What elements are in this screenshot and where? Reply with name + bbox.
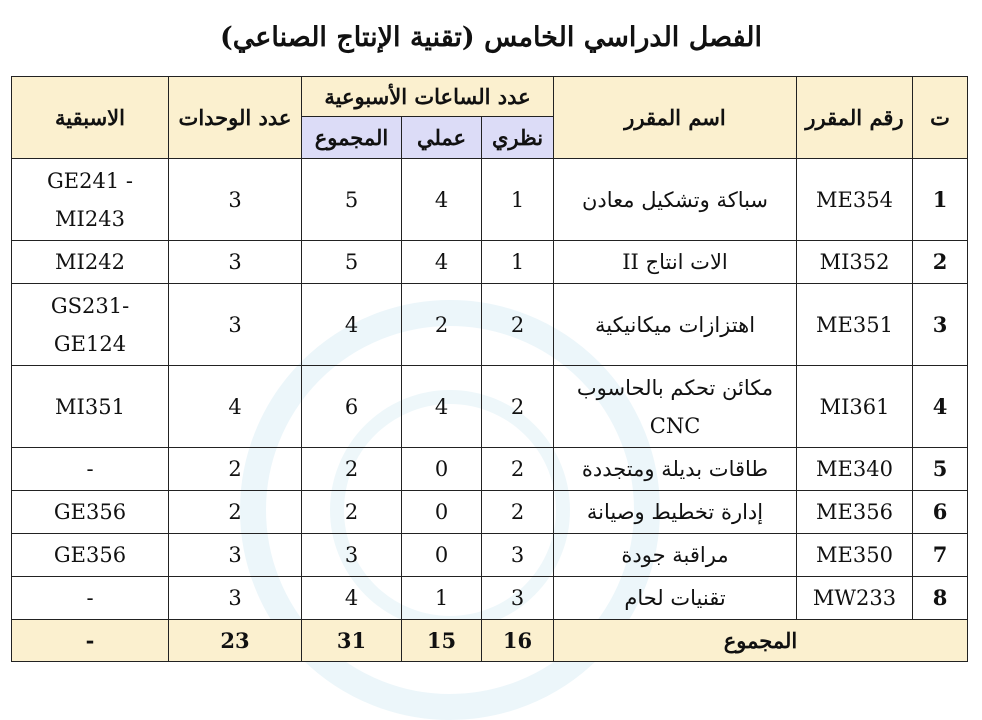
table-row [12,534,968,577]
footer-label: المجموع [554,620,968,662]
table-row [12,448,968,491]
cell-name: تقنيات لحام [554,577,797,620]
cell-practical: 0 [402,448,482,491]
cell-practical: 0 [402,534,482,577]
cell-seq: 2 [913,241,968,284]
cell-seq: 7 [913,534,968,577]
cell-code: MW233 [797,577,913,620]
cell-theory: 2 [482,448,554,491]
cell-seq: 6 [913,491,968,534]
cell-code: ME356 [797,491,913,534]
cell-total: 2 [302,448,402,491]
cell-theory: 3 [482,534,554,577]
header-seq: ت [913,77,968,159]
table-row [12,159,968,241]
cell-total: 4 [302,284,402,366]
cell-theory: 1 [482,159,554,241]
cell-name: مكائن تحكم بالحاسوب CNC [554,366,797,448]
table-row [12,284,968,366]
cell-units: 3 [169,577,302,620]
cell-total: 5 [302,241,402,284]
cell-code: ME354 [797,159,913,241]
header-name: اسم المقرر [554,77,797,159]
cell-theory: 2 [482,491,554,534]
cell-practical: 0 [402,491,482,534]
cell-units: 3 [169,241,302,284]
cell-units: 3 [169,159,302,241]
header-practical: عملي [402,117,482,159]
course-table [11,76,968,662]
cell-name: اهتزازات ميكانيكية [554,284,797,366]
cell-total: 4 [302,577,402,620]
cell-practical: 2 [402,284,482,366]
cell-theory: 2 [482,284,554,366]
header-code: رقم المقرر [797,77,913,159]
page-title: الفصل الدراسي الخامس (تقنية الإنتاج الصناعي) [220,22,762,53]
footer-theory: 16 [482,620,554,662]
table-row [12,366,968,448]
cell-practical: 1 [402,577,482,620]
cell-seq: 1 [913,159,968,241]
cell-name: مراقبة جودة [554,534,797,577]
cell-theory: 1 [482,241,554,284]
cell-code: ME340 [797,448,913,491]
cell-prereq: GS231-GE124 [12,284,169,366]
cell-prereq: GE356 [12,491,169,534]
table-row [12,491,968,534]
table-row [12,241,968,284]
cell-practical: 4 [402,241,482,284]
header-prereq: الاسبقية [12,77,169,159]
header-total: المجموع [302,117,402,159]
cell-practical: 4 [402,366,482,448]
cell-code: MI352 [797,241,913,284]
header-units: عدد الوحدات [169,77,302,159]
cell-units: 2 [169,448,302,491]
cell-seq: 5 [913,448,968,491]
header-theory: نظري [482,117,554,159]
cell-code: ME350 [797,534,913,577]
cell-total: 5 [302,159,402,241]
cell-units: 4 [169,366,302,448]
cell-prereq: GE356 [12,534,169,577]
cell-seq: 8 [913,577,968,620]
cell-total: 3 [302,534,402,577]
cell-prereq: MI242 [12,241,169,284]
footer-prereq: - [12,620,169,662]
footer-total: 31 [302,620,402,662]
cell-seq: 4 [913,366,968,448]
cell-name: الات انتاج II [554,241,797,284]
cell-total: 6 [302,366,402,448]
cell-prereq: MI351 [12,366,169,448]
cell-prereq: - [12,577,169,620]
table-row [12,577,968,620]
cell-code: ME351 [797,284,913,366]
footer-units: 23 [169,620,302,662]
cell-units: 2 [169,491,302,534]
cell-theory: 3 [482,577,554,620]
cell-units: 3 [169,284,302,366]
totals-row [12,620,968,662]
cell-theory: 2 [482,366,554,448]
cell-seq: 3 [913,284,968,366]
cell-total: 2 [302,491,402,534]
cell-name: إدارة تخطيط وصيانة [554,491,797,534]
header-weekly-hours: عدد الساعات الأسبوعية [302,77,554,117]
footer-practical: 15 [402,620,482,662]
cell-prereq: - [12,448,169,491]
cell-units: 3 [169,534,302,577]
cell-name: سباكة وتشكيل معادن [554,159,797,241]
cell-name: طاقات بديلة ومتجددة [554,448,797,491]
cell-prereq: GE241 - MI243 [12,159,169,241]
cell-code: MI361 [797,366,913,448]
cell-practical: 4 [402,159,482,241]
